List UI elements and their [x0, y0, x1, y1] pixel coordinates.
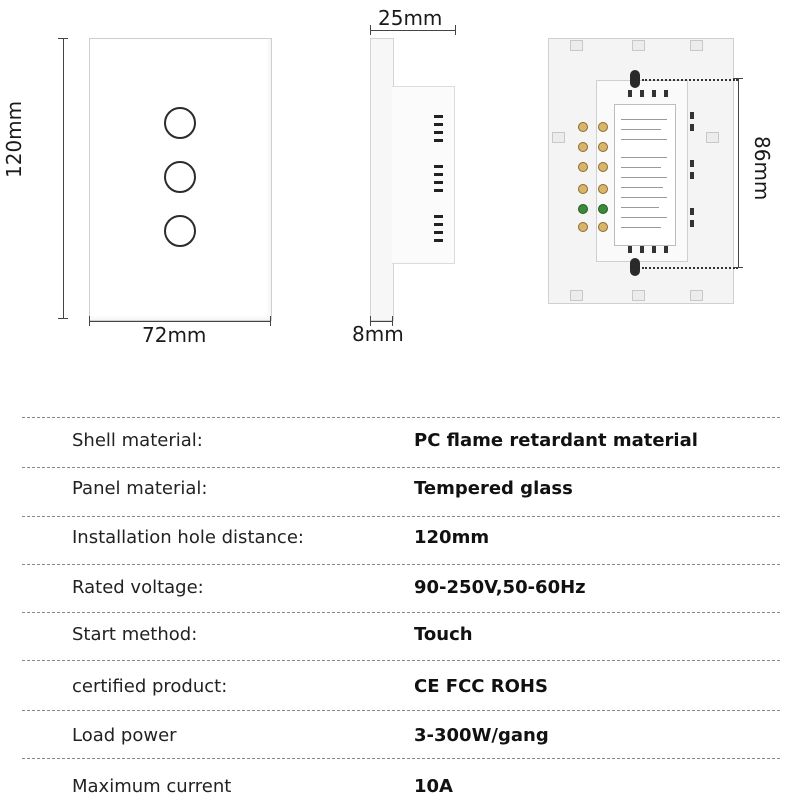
vent-slot: [434, 189, 443, 192]
terminal: [578, 162, 588, 172]
clip: [690, 208, 694, 215]
terminal: [598, 162, 608, 172]
spec-value: CE FCC ROHS: [414, 676, 548, 697]
hole-dimension-line: [738, 78, 739, 268]
touch-button-3: [164, 215, 196, 247]
vent-slot: [434, 123, 443, 126]
clip: [628, 246, 632, 253]
spec-value: 120mm: [414, 527, 490, 548]
clip: [640, 90, 644, 97]
vent-slot: [434, 231, 443, 234]
spec-label: Panel material:: [72, 478, 208, 499]
side-glass-plate: [370, 38, 394, 321]
clip: [664, 246, 668, 253]
sticker-text-line: [621, 227, 661, 228]
spec-label: Shell material:: [72, 430, 203, 451]
clip: [690, 172, 694, 179]
glass-dimension-label: 8mm: [352, 322, 404, 346]
spec-row-maximum-current: [22, 764, 780, 800]
terminal: [578, 222, 588, 232]
touch-button-1: [164, 107, 196, 139]
terminal: [598, 204, 608, 214]
row-separator: [22, 710, 780, 711]
spec-label: Load power: [72, 725, 177, 746]
spec-value: 90-250V,50-60Hz: [414, 577, 586, 598]
dim-tick: [270, 316, 271, 326]
width-dimension-line: [89, 321, 271, 322]
clip: [652, 246, 656, 253]
mount-slot: [632, 290, 645, 301]
spec-value: 10A: [414, 776, 453, 797]
row-separator: [22, 758, 780, 759]
spec-label: Start method:: [72, 624, 198, 645]
clip: [640, 246, 644, 253]
terminal: [578, 184, 588, 194]
spec-value: PC flame retardant material: [414, 430, 698, 451]
sticker-text-line: [621, 139, 667, 140]
mount-slot: [690, 290, 703, 301]
hole-dimension-label: 86mm: [750, 136, 774, 201]
vent-slot: [434, 165, 443, 168]
mount-slot: [552, 132, 565, 143]
terminal: [578, 142, 588, 152]
terminal: [578, 204, 588, 214]
sticker-text-line: [621, 177, 667, 178]
vent-slot: [434, 131, 443, 134]
width-dimension-label: 72mm: [142, 323, 207, 347]
spec-label: Rated voltage:: [72, 577, 204, 598]
spec-row-start-method: [22, 612, 780, 660]
sticker-text-line: [621, 157, 667, 158]
leader-line: [642, 79, 738, 81]
spec-label: certified product:: [72, 676, 228, 697]
product-label-sticker: [614, 104, 676, 246]
touch-button-2: [164, 161, 196, 193]
vent-slot: [434, 223, 443, 226]
vent-slot: [434, 173, 443, 176]
mount-slot: [706, 132, 719, 143]
sticker-text-line: [621, 207, 659, 208]
dim-tick: [58, 318, 68, 319]
switch-front-panel: [89, 38, 272, 321]
clip: [628, 90, 632, 97]
sticker-text-line: [621, 187, 663, 188]
spec-row-panel-material: [22, 466, 780, 514]
sticker-text-line: [621, 197, 667, 198]
height-dimension-label: 120mm: [2, 100, 26, 178]
clip: [690, 160, 694, 167]
mount-slot: [570, 40, 583, 51]
depth-dimension-line: [370, 30, 455, 31]
sticker-text-line: [621, 217, 667, 218]
row-separator: [22, 660, 780, 661]
mount-slot: [632, 40, 645, 51]
vent-slot: [434, 139, 443, 142]
sticker-text-line: [621, 167, 661, 168]
vent-slot: [434, 215, 443, 218]
spec-label: Maximum current: [72, 776, 232, 797]
spec-value: 3-300W/gang: [414, 725, 549, 746]
spec-row-installation-hole-distance: [22, 515, 780, 563]
depth-dimension-label: 25mm: [378, 6, 443, 30]
vent-slot: [434, 115, 443, 118]
clip: [690, 124, 694, 131]
clip: [664, 90, 668, 97]
clip: [652, 90, 656, 97]
terminal: [598, 122, 608, 132]
terminal: [598, 142, 608, 152]
spec-value: Touch: [414, 624, 473, 645]
leader-line: [642, 267, 738, 269]
spec-row-shell-material: [22, 418, 780, 466]
vent-slot: [434, 181, 443, 184]
height-dimension-line: [63, 38, 64, 319]
spec-row-rated-voltage: [22, 565, 780, 613]
dim-tick: [733, 267, 743, 268]
mount-slot: [690, 40, 703, 51]
sticker-text-line: [621, 129, 661, 130]
clip: [690, 112, 694, 119]
screw-hole: [630, 258, 640, 276]
terminal: [578, 122, 588, 132]
spec-value: Tempered glass: [414, 478, 573, 499]
side-body: [392, 86, 455, 264]
dim-tick: [455, 25, 456, 35]
spec-row-load-power: [22, 713, 780, 761]
spec-row-certified-product: [22, 664, 780, 712]
terminal: [598, 184, 608, 194]
clip: [690, 220, 694, 227]
screw-hole: [630, 70, 640, 88]
mount-slot: [570, 290, 583, 301]
vent-slot: [434, 239, 443, 242]
sticker-text-line: [621, 119, 667, 120]
terminal: [598, 222, 608, 232]
spec-label: Installation hole distance:: [72, 527, 304, 548]
